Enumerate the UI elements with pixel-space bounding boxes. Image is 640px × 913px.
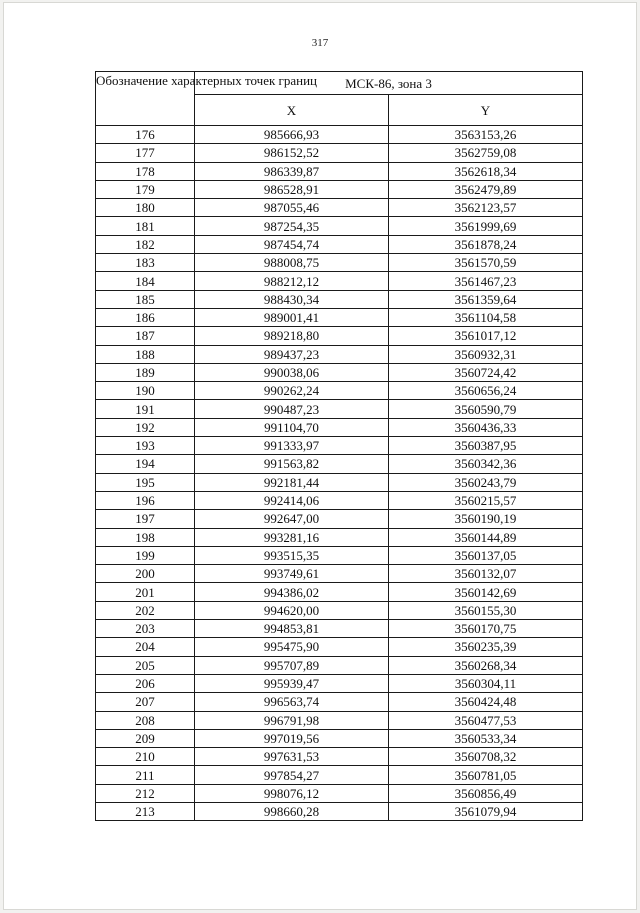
y-coordinate-cell: 3560190,19	[389, 510, 583, 528]
y-coordinate-cell: 3560724,42	[389, 363, 583, 381]
y-coordinate-cell: 3562479,89	[389, 180, 583, 198]
x-coordinate-cell: 990487,23	[195, 400, 389, 418]
point-number-cell: 203	[96, 620, 195, 638]
table-row	[96, 217, 583, 235]
coordinate-system-header: МСК-86, зона 3	[195, 72, 583, 95]
y-coordinate-cell: 3560215,57	[389, 491, 583, 509]
x-coordinate-cell: 995475,90	[195, 638, 389, 656]
x-coordinate-cell: 986152,52	[195, 144, 389, 162]
x-coordinate-cell: 985666,93	[195, 126, 389, 144]
point-number-cell: 177	[96, 144, 195, 162]
x-coordinate-cell: 998660,28	[195, 802, 389, 820]
table-row	[96, 510, 583, 528]
y-coordinate-cell: 3563153,26	[389, 126, 583, 144]
y-coordinate-cell: 3560268,34	[389, 656, 583, 674]
point-number-cell: 197	[96, 510, 195, 528]
x-coordinate-cell: 989218,80	[195, 327, 389, 345]
y-coordinate-cell: 3560436,33	[389, 418, 583, 436]
x-coordinate-cell: 997631,53	[195, 748, 389, 766]
table-row	[96, 382, 583, 400]
x-coordinate-cell: 996563,74	[195, 693, 389, 711]
table-row	[96, 180, 583, 198]
x-coordinate-cell: 992414,06	[195, 491, 389, 509]
table-row	[96, 802, 583, 820]
x-coordinate-cell: 988212,12	[195, 272, 389, 290]
x-coordinate-cell: 997019,56	[195, 729, 389, 747]
point-number-cell: 182	[96, 235, 195, 253]
y-coordinate-cell: 3560477,53	[389, 711, 583, 729]
x-coordinate-cell: 994853,81	[195, 620, 389, 638]
y-coordinate-cell: 3560304,11	[389, 674, 583, 692]
point-number-cell: 179	[96, 180, 195, 198]
table-row	[96, 729, 583, 747]
point-number-cell: 186	[96, 308, 195, 326]
x-coordinate-cell: 990038,06	[195, 363, 389, 381]
y-coordinate-cell: 3562618,34	[389, 162, 583, 180]
y-coordinate-cell: 3560142,69	[389, 583, 583, 601]
point-number-cell: 181	[96, 217, 195, 235]
table-row	[96, 400, 583, 418]
x-coordinate-cell: 993515,35	[195, 546, 389, 564]
y-coordinate-cell: 3560144,89	[389, 528, 583, 546]
x-coordinate-cell: 988008,75	[195, 254, 389, 272]
x-coordinate-cell: 989001,41	[195, 308, 389, 326]
x-coordinate-cell: 996791,98	[195, 711, 389, 729]
table-row	[96, 491, 583, 509]
y-coordinate-cell: 3560132,07	[389, 565, 583, 583]
table-row	[96, 784, 583, 802]
point-number-cell: 210	[96, 748, 195, 766]
table-row	[96, 126, 583, 144]
x-coordinate-cell: 991333,97	[195, 437, 389, 455]
x-coordinate-cell: 989437,23	[195, 345, 389, 363]
table-row	[96, 272, 583, 290]
x-coordinate-cell: 987254,35	[195, 217, 389, 235]
point-number-cell: 183	[96, 254, 195, 272]
y-coordinate-cell: 3560533,34	[389, 729, 583, 747]
y-coordinate-cell: 3562759,08	[389, 144, 583, 162]
table-row	[96, 418, 583, 436]
point-number-cell: 178	[96, 162, 195, 180]
point-number-cell: 184	[96, 272, 195, 290]
point-number-cell: 212	[96, 784, 195, 802]
point-number-cell: 202	[96, 601, 195, 619]
y-column-header: Y	[389, 95, 583, 126]
x-coordinate-cell: 993749,61	[195, 565, 389, 583]
point-number-cell: 201	[96, 583, 195, 601]
table-row	[96, 766, 583, 784]
point-number-cell: 194	[96, 455, 195, 473]
y-coordinate-cell: 3560590,79	[389, 400, 583, 418]
table-row	[96, 693, 583, 711]
x-coordinate-cell: 987454,74	[195, 235, 389, 253]
y-coordinate-cell: 3560342,36	[389, 455, 583, 473]
x-coordinate-cell: 994386,02	[195, 583, 389, 601]
table-row	[96, 674, 583, 692]
table-row	[96, 711, 583, 729]
table-row	[96, 437, 583, 455]
point-number-cell: 176	[96, 126, 195, 144]
y-coordinate-cell: 3561104,58	[389, 308, 583, 326]
table-row	[96, 290, 583, 308]
point-number-cell: 209	[96, 729, 195, 747]
table-row	[96, 565, 583, 583]
x-coordinate-cell: 993281,16	[195, 528, 389, 546]
point-number-cell: 207	[96, 693, 195, 711]
table-row	[96, 748, 583, 766]
x-coordinate-cell: 995707,89	[195, 656, 389, 674]
table-row	[96, 199, 583, 217]
point-number-cell: 204	[96, 638, 195, 656]
y-coordinate-cell: 3561079,94	[389, 802, 583, 820]
point-number-cell: 196	[96, 491, 195, 509]
y-coordinate-cell: 3561359,64	[389, 290, 583, 308]
point-number-cell: 198	[96, 528, 195, 546]
table-row	[96, 601, 583, 619]
y-coordinate-cell: 3560243,79	[389, 473, 583, 491]
point-number-cell: 188	[96, 345, 195, 363]
coordinates-table-body	[96, 126, 583, 821]
table-row	[96, 546, 583, 564]
x-coordinate-cell: 988430,34	[195, 290, 389, 308]
point-number-cell: 187	[96, 327, 195, 345]
x-coordinate-cell: 998076,12	[195, 784, 389, 802]
table-row	[96, 638, 583, 656]
x-coordinate-cell: 986339,87	[195, 162, 389, 180]
y-coordinate-cell: 3560424,48	[389, 693, 583, 711]
y-coordinate-cell: 3561570,59	[389, 254, 583, 272]
y-coordinate-cell: 3561878,24	[389, 235, 583, 253]
table-row	[96, 528, 583, 546]
table-row	[96, 144, 583, 162]
point-number-cell: 190	[96, 382, 195, 400]
table-row	[96, 583, 583, 601]
table-row	[96, 473, 583, 491]
point-number-cell: 206	[96, 674, 195, 692]
x-coordinate-cell: 990262,24	[195, 382, 389, 400]
y-coordinate-cell: 3561999,69	[389, 217, 583, 235]
x-coordinate-cell: 994620,00	[195, 601, 389, 619]
y-coordinate-cell: 3561017,12	[389, 327, 583, 345]
point-number-cell: 195	[96, 473, 195, 491]
table-row	[96, 327, 583, 345]
table-row	[96, 455, 583, 473]
y-coordinate-cell: 3562123,57	[389, 199, 583, 217]
table-row	[96, 235, 583, 253]
x-coordinate-cell: 997854,27	[195, 766, 389, 784]
y-coordinate-cell: 3560387,95	[389, 437, 583, 455]
y-coordinate-cell: 3560235,39	[389, 638, 583, 656]
point-number-cell: 185	[96, 290, 195, 308]
point-number-cell: 192	[96, 418, 195, 436]
point-number-cell: 200	[96, 565, 195, 583]
table-row	[96, 620, 583, 638]
table-row	[96, 363, 583, 381]
x-coordinate-cell: 992181,44	[195, 473, 389, 491]
point-designation-header: Обозначение характерных точек границ	[96, 72, 195, 126]
x-column-header: X	[195, 95, 389, 126]
y-coordinate-cell: 3560170,75	[389, 620, 583, 638]
x-coordinate-cell: 992647,00	[195, 510, 389, 528]
table-row	[96, 254, 583, 272]
x-coordinate-cell: 986528,91	[195, 180, 389, 198]
page-number: 317	[311, 37, 329, 49]
point-number-cell: 191	[96, 400, 195, 418]
y-coordinate-cell: 3561467,23	[389, 272, 583, 290]
point-number-cell: 211	[96, 766, 195, 784]
coordinates-table	[95, 71, 583, 821]
table-row	[96, 162, 583, 180]
point-number-cell: 193	[96, 437, 195, 455]
point-number-cell: 189	[96, 363, 195, 381]
point-number-cell: 205	[96, 656, 195, 674]
point-number-cell: 208	[96, 711, 195, 729]
y-coordinate-cell: 3560708,32	[389, 748, 583, 766]
x-coordinate-cell: 991104,70	[195, 418, 389, 436]
point-number-cell: 199	[96, 546, 195, 564]
table-row	[96, 656, 583, 674]
y-coordinate-cell: 3560155,30	[389, 601, 583, 619]
table-row	[96, 308, 583, 326]
y-coordinate-cell: 3560137,05	[389, 546, 583, 564]
x-coordinate-cell: 991563,82	[195, 455, 389, 473]
y-coordinate-cell: 3560932,31	[389, 345, 583, 363]
y-coordinate-cell: 3560781,05	[389, 766, 583, 784]
table-row	[96, 345, 583, 363]
y-coordinate-cell: 3560856,49	[389, 784, 583, 802]
y-coordinate-cell: 3560656,24	[389, 382, 583, 400]
point-number-cell: 213	[96, 802, 195, 820]
point-number-cell: 180	[96, 199, 195, 217]
x-coordinate-cell: 987055,46	[195, 199, 389, 217]
x-coordinate-cell: 995939,47	[195, 674, 389, 692]
